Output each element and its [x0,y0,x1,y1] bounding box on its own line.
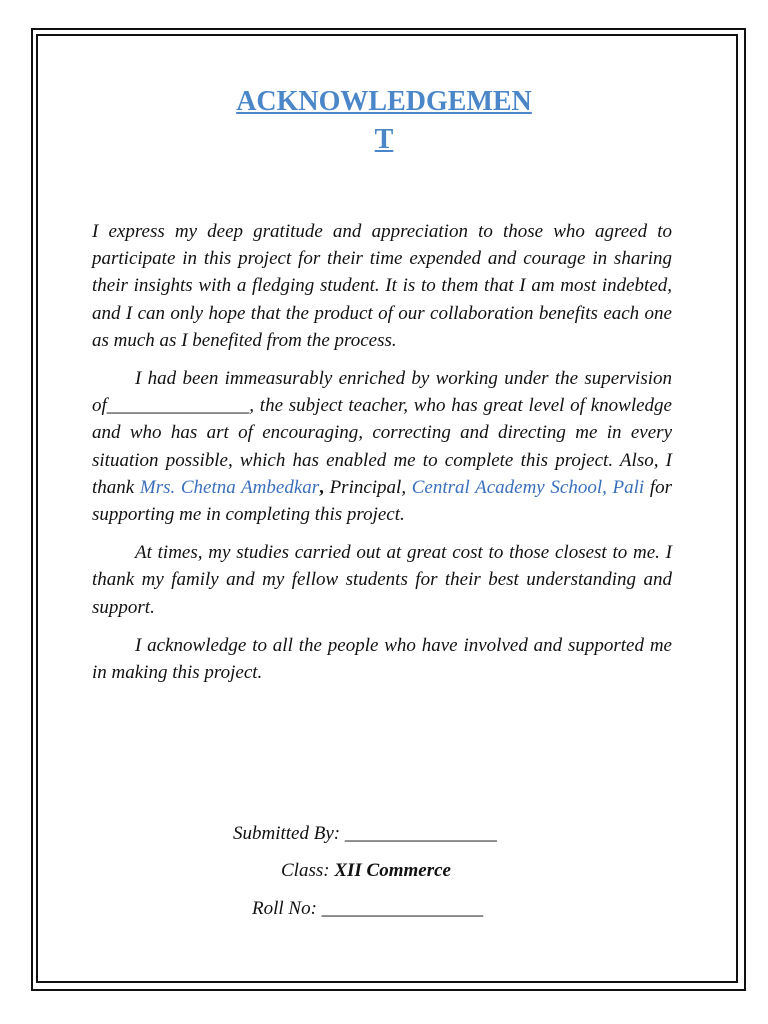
paragraph-2 [92,365,672,528]
acknowledgement-body [92,218,672,697]
submitted-by-blank: ________________ [344,823,497,844]
school-name: Central Academy School, Pali [411,476,645,498]
paragraph-2-text-a: I had been immeasurably enriched by working under the supervision of [92,368,672,417]
class-line [281,860,451,882]
principal-name: Mrs. Chetna Ambedkar [139,476,320,498]
paragraph-2-text-d: for supporting me in completing this project. [92,476,672,526]
title-line-2: T [374,124,394,155]
title-line-1: ACKNOWLEDGEMEN [236,86,532,117]
supervisor-blank: _______________ [106,395,250,417]
roll-no-label: Roll No: [252,898,322,919]
paragraph-4: I acknowledge to all the people who have involved and supported me in making this project. [92,634,672,684]
roll-no-blank: _________________ [321,898,484,919]
paragraph-2-text-b: , the subject teacher, who has great level of knowledge and who has art of encouraging, correcting and directing me in every situation possible, which has enabled me to complete this project. Also, I thank [92,395,672,498]
roll-no-line [252,898,483,920]
submitted-by-line [233,823,497,845]
page-title [0,83,768,159]
paragraph-1: I express my deep gratitude and appreciation to those who agreed to participate in this project for their time expended and courage in sharing their insights with a fledging student. It is to them that I am most indebted, and I can only hope that the product of our collaboration benefits each one as much as I benefited from the process. [92,221,672,351]
submitted-by-label: Submitted By: [233,823,345,844]
paragraph-3: At times, my studies carried out at great cost to those closest to me. I thank my family and my fellow students for their best understanding and support. [92,542,672,618]
principal-comma: , [319,476,324,498]
class-label: Class: [281,860,335,881]
paragraph-2-text-c: Principal, [323,476,412,498]
class-value: XII Commerce [334,860,451,881]
